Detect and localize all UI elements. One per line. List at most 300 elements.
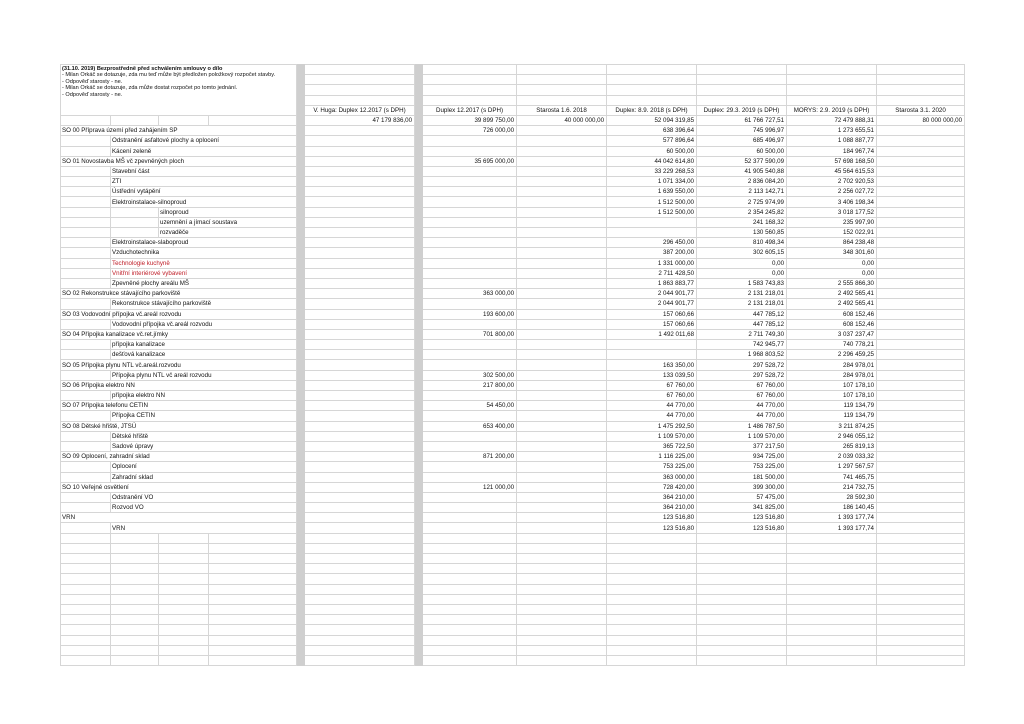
row-value	[877, 217, 965, 227]
column-separator	[415, 421, 423, 431]
row-label: Kácení zeleně	[111, 146, 297, 156]
empty-row	[61, 645, 965, 655]
row-value: 363 000,00	[607, 472, 697, 482]
row-value	[877, 360, 965, 370]
column-separator	[297, 380, 305, 390]
column-separator	[415, 197, 423, 207]
row-label: dešťová kanalizace	[111, 350, 297, 360]
row-value	[305, 217, 415, 227]
column-separator	[415, 462, 423, 472]
note-block	[61, 65, 297, 116]
table-row	[61, 319, 965, 329]
row-value: 235 997,90	[787, 217, 877, 227]
table-row	[61, 309, 965, 319]
column-separator	[415, 268, 423, 278]
column-header: Duplex 12.2017 (s DPH)	[423, 105, 517, 115]
table-row	[61, 360, 965, 370]
row-value	[877, 309, 965, 319]
column-separator	[297, 248, 305, 258]
row-label: SO 10 Veřejné osvětlení	[61, 482, 297, 492]
table-row	[61, 126, 965, 136]
row-value	[517, 166, 607, 176]
row-value	[877, 268, 965, 278]
row-value: 447 785,12	[697, 319, 787, 329]
row-label: přípojka elektro NN	[111, 391, 297, 401]
column-separator	[297, 177, 305, 187]
row-value: 728 420,00	[607, 482, 697, 492]
row-value: 742 945,77	[697, 340, 787, 350]
table-row	[61, 329, 965, 339]
column-separator	[415, 136, 423, 146]
column-separator	[415, 278, 423, 288]
total-value: 40 000 000,00	[517, 115, 607, 125]
row-value: 297 528,72	[697, 370, 787, 380]
table-row	[61, 370, 965, 380]
row-value	[517, 391, 607, 401]
table-row	[61, 65, 965, 75]
column-separator	[415, 584, 423, 594]
table-row	[61, 289, 965, 299]
row-value: 0,00	[787, 268, 877, 278]
row-value: 1 273 655,51	[787, 126, 877, 136]
row-value	[423, 278, 517, 288]
row-value: 123 516,80	[697, 513, 787, 523]
row-label: Vzduchotechnika	[111, 248, 297, 258]
row-label: přípojka kanalizace	[111, 340, 297, 350]
row-value	[305, 329, 415, 339]
row-value	[877, 136, 965, 146]
row-label: SO 08 Dětské hřiště, JTSÚ	[61, 421, 297, 431]
row-value	[423, 146, 517, 156]
row-value: 1 088 887,77	[787, 136, 877, 146]
row-value: 2 725 974,99	[697, 197, 787, 207]
row-value	[877, 431, 965, 441]
column-separator	[297, 370, 305, 380]
empty-row	[61, 625, 965, 635]
column-separator	[415, 604, 423, 614]
column-separator	[297, 543, 305, 553]
row-value: 365 722,50	[607, 441, 697, 451]
column-separator	[415, 594, 423, 604]
row-value: 741 465,75	[787, 472, 877, 482]
row-value	[877, 401, 965, 411]
row-value	[305, 146, 415, 156]
column-separator	[297, 319, 305, 329]
row-value: 753 225,00	[607, 462, 697, 472]
column-header: Duplex: 8.9. 2018 (s DPH)	[607, 105, 697, 115]
table-row	[61, 197, 965, 207]
row-value	[877, 523, 965, 533]
row-value: 2 946 055,12	[787, 431, 877, 441]
row-value	[517, 156, 607, 166]
row-value: 2 702 920,53	[787, 177, 877, 187]
row-label: Rozvod VO	[111, 503, 297, 513]
row-value: 2 354 245,82	[697, 207, 787, 217]
row-value	[877, 350, 965, 360]
row-label: SO 05 Přípojka plynu NTL vč.areál.rozvodu	[61, 360, 297, 370]
column-separator	[415, 156, 423, 166]
column-separator	[297, 513, 305, 523]
row-value: 2 555 866,30	[787, 278, 877, 288]
row-value	[877, 472, 965, 482]
row-value	[877, 391, 965, 401]
column-separator	[297, 645, 305, 655]
column-separator	[297, 289, 305, 299]
row-value	[305, 136, 415, 146]
spreadsheet	[60, 64, 964, 666]
column-separator	[297, 350, 305, 360]
column-separator	[297, 146, 305, 156]
empty-row	[61, 554, 965, 564]
row-label: SO 03 Vodovodní přípojka vč.areál rozvodu	[61, 309, 297, 319]
column-header: Starosta 3.1. 2020	[877, 105, 965, 115]
row-label: ZTI	[111, 177, 297, 187]
column-separator	[297, 228, 305, 238]
row-value: 3 037 237,47	[787, 329, 877, 339]
row-value: 130 560,85	[697, 228, 787, 238]
row-value	[423, 431, 517, 441]
column-separator	[297, 207, 305, 217]
row-value	[877, 258, 965, 268]
row-value: 2 711 428,50	[607, 268, 697, 278]
row-value	[305, 431, 415, 441]
row-value: 119 134,79	[787, 401, 877, 411]
column-separator	[415, 350, 423, 360]
table-row	[61, 482, 965, 492]
row-value	[305, 421, 415, 431]
row-value: 60 500,00	[607, 146, 697, 156]
row-value	[877, 248, 965, 258]
row-value: 1 071 334,00	[607, 177, 697, 187]
column-separator	[415, 635, 423, 645]
column-separator	[415, 360, 423, 370]
row-value	[423, 340, 517, 350]
row-value: 2 039 033,32	[787, 452, 877, 462]
row-value	[877, 238, 965, 248]
column-separator	[297, 401, 305, 411]
row-value	[423, 238, 517, 248]
table-row	[61, 340, 965, 350]
row-value	[305, 370, 415, 380]
column-separator	[297, 503, 305, 513]
row-value	[305, 401, 415, 411]
row-value: 44 770,00	[697, 401, 787, 411]
table-row	[61, 217, 965, 227]
row-value	[877, 340, 965, 350]
row-value: 152 022,91	[787, 228, 877, 238]
row-value: 57 475,00	[697, 492, 787, 502]
column-separator	[415, 187, 423, 197]
row-value	[305, 207, 415, 217]
row-value: 753 225,00	[697, 462, 787, 472]
row-value	[877, 156, 965, 166]
column-separator	[297, 75, 305, 85]
empty-row	[61, 604, 965, 614]
row-label: VRN	[61, 513, 297, 523]
row-value: 653 400,00	[423, 421, 517, 431]
row-value: 181 500,00	[697, 472, 787, 482]
row-value: 54 450,00	[423, 401, 517, 411]
row-label: Elektroinstalace-slaboproud	[111, 238, 297, 248]
row-value	[423, 258, 517, 268]
row-value	[305, 492, 415, 502]
table-row	[61, 380, 965, 390]
row-value: 740 778,21	[787, 340, 877, 350]
row-value: 685 496,97	[697, 136, 787, 146]
row-value	[517, 472, 607, 482]
row-label: rozvaděče	[159, 228, 297, 238]
row-value: 577 896,64	[607, 136, 697, 146]
column-separator	[415, 472, 423, 482]
row-label: SO 02 Rekonstrukce stávajícího parkoviště	[61, 289, 297, 299]
row-label: SO 07 Přípojka telefonu CETIN	[61, 401, 297, 411]
table-row	[61, 472, 965, 482]
column-separator	[415, 126, 423, 136]
row-value: 377 217,50	[697, 441, 787, 451]
column-separator	[415, 543, 423, 553]
column-separator	[297, 329, 305, 339]
column-separator	[415, 554, 423, 564]
row-label: SO 00 Příprava území před zahájením SP	[61, 126, 297, 136]
column-separator	[415, 75, 423, 85]
column-separator	[297, 431, 305, 441]
row-value: 35 695 000,00	[423, 156, 517, 166]
row-value	[517, 268, 607, 278]
column-separator	[415, 615, 423, 625]
row-value	[423, 197, 517, 207]
row-value	[305, 441, 415, 451]
row-label: Zpevněné plochy areálu MŠ	[111, 278, 297, 288]
column-separator	[297, 625, 305, 635]
table-row	[61, 177, 965, 187]
table-row	[61, 166, 965, 176]
column-separator	[297, 615, 305, 625]
row-value: 45 564 615,53	[787, 166, 877, 176]
column-separator	[297, 309, 305, 319]
table-row	[61, 441, 965, 451]
row-value	[877, 329, 965, 339]
row-value: 608 152,46	[787, 319, 877, 329]
row-value	[877, 278, 965, 288]
row-value	[517, 482, 607, 492]
row-value	[877, 197, 965, 207]
row-value	[305, 482, 415, 492]
column-separator	[415, 340, 423, 350]
column-separator	[297, 574, 305, 584]
row-value	[607, 350, 697, 360]
row-value: 28 592,30	[787, 492, 877, 502]
row-value: 2 131 218,01	[697, 289, 787, 299]
column-header: Starosta 1.6. 2018	[517, 105, 607, 115]
row-value: 1 475 292,50	[607, 421, 697, 431]
total-value: 52 094 319,85	[607, 115, 697, 125]
row-value	[517, 258, 607, 268]
row-value: 1 486 787,50	[697, 421, 787, 431]
column-separator	[415, 411, 423, 421]
table-row	[61, 156, 965, 166]
row-value	[517, 411, 607, 421]
column-separator	[297, 126, 305, 136]
column-separator	[297, 340, 305, 350]
row-value	[517, 299, 607, 309]
column-separator	[297, 156, 305, 166]
row-value	[305, 187, 415, 197]
row-value	[517, 329, 607, 339]
column-separator	[415, 391, 423, 401]
row-value: 44 770,00	[607, 411, 697, 421]
row-label: Přípojka plynu NTL vč areál rozvodu	[111, 370, 297, 380]
row-value	[517, 248, 607, 258]
row-value: 864 238,48	[787, 238, 877, 248]
row-value	[305, 289, 415, 299]
column-separator	[415, 492, 423, 502]
row-value: 2 296 459,25	[787, 350, 877, 360]
row-value: 52 377 590,09	[697, 156, 787, 166]
row-value	[517, 431, 607, 441]
row-value: 1 512 500,00	[607, 207, 697, 217]
column-separator	[415, 146, 423, 156]
row-value: 934 725,00	[697, 452, 787, 462]
column-header: MORYS: 2.9. 2019 (s DPH)	[787, 105, 877, 115]
row-value: 44 770,00	[697, 411, 787, 421]
column-separator	[415, 452, 423, 462]
row-value: 0,00	[697, 258, 787, 268]
totals-row	[61, 115, 965, 125]
column-separator	[415, 115, 423, 125]
row-value	[517, 289, 607, 299]
table-row	[61, 146, 965, 156]
row-value: 341 825,00	[697, 503, 787, 513]
row-label: SO 04 Přípojka kanalizace vč.ret.jímky	[61, 329, 297, 339]
row-value	[305, 319, 415, 329]
row-value	[423, 228, 517, 238]
column-separator	[415, 329, 423, 339]
row-label: Vodovodní přípojka vč.areál rozvodu	[111, 319, 297, 329]
table-row	[61, 391, 965, 401]
table-row	[61, 258, 965, 268]
table-row	[61, 187, 965, 197]
row-value: 2 113 142,71	[697, 187, 787, 197]
table-row	[61, 492, 965, 502]
row-value: 121 000,00	[423, 482, 517, 492]
note-line: - Milan Orkáč se dotazuje, zda může dostat rozpočet po tomto jednání.	[62, 85, 238, 92]
column-separator	[415, 65, 423, 75]
row-value	[423, 441, 517, 451]
column-separator	[415, 574, 423, 584]
row-value: 33 229 268,53	[607, 166, 697, 176]
row-value	[517, 401, 607, 411]
table-row	[61, 299, 965, 309]
row-value: 284 978,01	[787, 360, 877, 370]
row-value	[877, 462, 965, 472]
table-row	[61, 248, 965, 258]
row-value: 348 301,60	[787, 248, 877, 258]
row-value	[517, 503, 607, 513]
row-value	[423, 136, 517, 146]
row-label: Technologie kuchyně	[111, 258, 297, 268]
row-label: SO 01 Novostavba MŠ vč zpevněných ploch	[61, 156, 297, 166]
row-value: 2 492 565,41	[787, 289, 877, 299]
row-value: 184 967,74	[787, 146, 877, 156]
row-value	[877, 503, 965, 513]
column-separator	[297, 166, 305, 176]
column-separator	[297, 554, 305, 564]
row-value	[517, 197, 607, 207]
row-value: 60 500,00	[697, 146, 787, 156]
row-label: Zahradní sklad	[111, 472, 297, 482]
row-value	[423, 472, 517, 482]
row-value: 387 200,00	[607, 248, 697, 258]
row-label: VRN	[111, 523, 297, 533]
table-row	[61, 503, 965, 513]
total-value: 39 899 750,00	[423, 115, 517, 125]
total-value: 47 179 836,00	[305, 115, 415, 125]
row-value	[517, 360, 607, 370]
column-separator	[297, 197, 305, 207]
row-value	[877, 299, 965, 309]
row-value: 163 350,00	[607, 360, 697, 370]
column-separator	[415, 228, 423, 238]
column-header: Duplex: 29.3. 2019 (s DPH)	[697, 105, 787, 115]
row-value	[517, 462, 607, 472]
row-value: 2 044 901,77	[607, 289, 697, 299]
row-value: 1 863 883,77	[607, 278, 697, 288]
column-separator	[415, 380, 423, 390]
column-header: V. Huga: Duplex 12.2017 (s DPH)	[305, 105, 415, 115]
column-separator	[297, 584, 305, 594]
empty-row	[61, 635, 965, 645]
column-separator	[415, 431, 423, 441]
row-value: 302 500,00	[423, 370, 517, 380]
column-separator	[297, 238, 305, 248]
row-value: 3 406 198,34	[787, 197, 877, 207]
row-label: Rekonstrukce stávajícího parkoviště	[111, 299, 297, 309]
row-value	[423, 411, 517, 421]
row-value: 3 211 874,25	[787, 421, 877, 431]
column-separator	[415, 289, 423, 299]
row-value	[423, 207, 517, 217]
row-value	[305, 248, 415, 258]
column-separator	[415, 299, 423, 309]
row-value: 0,00	[697, 268, 787, 278]
column-separator	[297, 115, 305, 125]
row-value: 0,00	[787, 258, 877, 268]
empty-row	[61, 615, 965, 625]
row-label: Dětské hřiště	[111, 431, 297, 441]
row-value: 2 711 749,30	[697, 329, 787, 339]
column-separator	[415, 95, 423, 105]
row-value: 871 200,00	[423, 452, 517, 462]
row-value	[305, 258, 415, 268]
row-label: Sadové úpravy	[111, 441, 297, 451]
row-value: 123 516,80	[607, 523, 697, 533]
budget-table	[60, 64, 965, 666]
row-label: Vnitřní interiérové vybavení	[111, 268, 297, 278]
column-separator	[297, 65, 305, 75]
row-value	[877, 177, 965, 187]
empty-row	[61, 594, 965, 604]
row-value	[877, 187, 965, 197]
column-separator	[297, 635, 305, 645]
row-value: 1 109 570,00	[697, 431, 787, 441]
row-value	[423, 523, 517, 533]
column-separator	[297, 217, 305, 227]
row-value: 133 039,50	[607, 370, 697, 380]
row-value	[517, 350, 607, 360]
column-separator	[415, 482, 423, 492]
row-value	[305, 340, 415, 350]
row-value	[305, 299, 415, 309]
